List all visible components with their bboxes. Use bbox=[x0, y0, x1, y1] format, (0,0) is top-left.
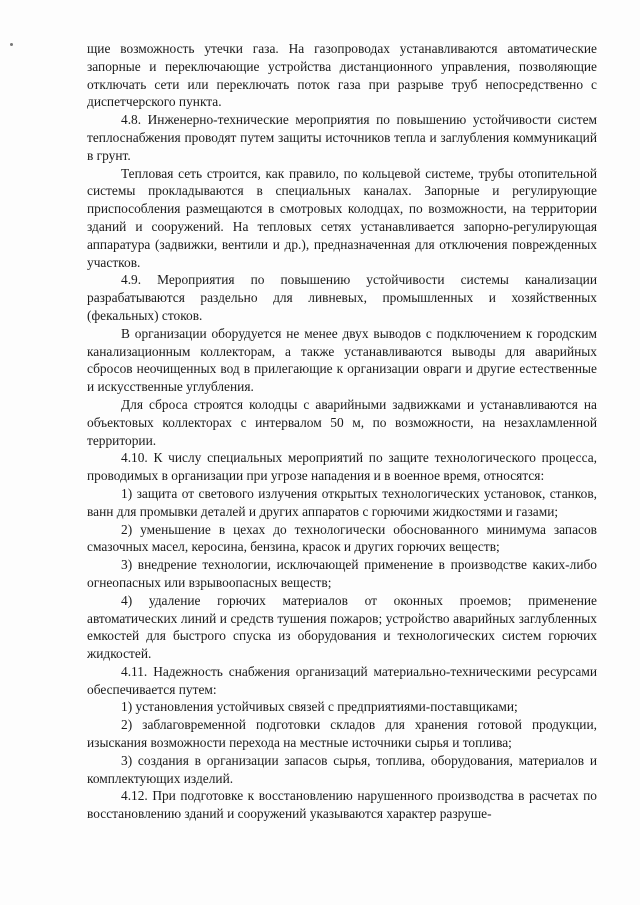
paragraph-heat-network: Тепловая сеть строится, как правило, по кольцевой системе, трубы отопительной системы прокладываются в специальных каналах. Запорные и регулирующие приспособления размещаются в смотровых колодцах, по возможности, на территории зданий и сооружений. На тепловых сетях устанавливается запорно-регулирующая аппаратура (задвижки, вентили и др.), предназначенная для отключения поврежденных участков. bbox=[87, 165, 597, 270]
list-item-4-11-2: 2) заблаговременной подготовки складов для хранения готовой продукции, изыскания возможности перехода на местные источники сырья и топлива; bbox=[87, 717, 597, 751]
paragraph-discharge-wells: Для сброса строятся колодцы с аварийными задвижками и устанавливаются на объектовых коллекторах с интервалом 50 м, по возможности, на незахламленной территории. bbox=[87, 396, 597, 448]
paragraph-4-8: 4.8. Инженерно-технические мероприятия по повышению устойчивости систем теплоснабжения проводят путем защиты источников тепла и заглубления коммуникаций в грунт. bbox=[87, 112, 597, 163]
paragraph-4-9: 4.9. Мероприятия по повышению устойчивости системы канализации разрабатываются раздельно для ливневых, промышленных и хозяйственных (фекальных) стоков. bbox=[87, 272, 597, 323]
paragraph-sewer-outlets: В организации оборудуется не менее двух выводов с подключением к городским канализационным коллекторам, а также устанавливаются выводы для аварийных сбросов неочищенных вод в прилегающие к организации овраги и другие естественные и искусственные углубления. bbox=[87, 325, 597, 395]
list-item-4-10-4: 4) удаление горючих материалов от оконных проемов; применение автоматических линий и средств тушения пожаров; устройство аварийных заглубленных емкостей для быстрого спуска из оборудования и технологических систем горючих жидкостей. bbox=[87, 592, 597, 662]
list-item-4-11-1: 1) установления устойчивых связей с предприятиями-поставщиками; bbox=[121, 699, 518, 715]
list-item-4-10-1: 1) защита от светового излучения открытых технологических установок, станков, ванн для промывки деталей и других аппаратов с горючими жидкостями и газами; bbox=[87, 485, 597, 519]
paragraph-4-11: 4.11. Надежность снабжения организаций материально-техническими ресурсами обеспечивается путем: bbox=[87, 663, 597, 697]
list-item-4-10-3: 3) внедрение технологии, исключающей применение в производстве каких-либо огнеопасных или взрывоопасных веществ; bbox=[87, 557, 597, 590]
scan-speck bbox=[10, 43, 13, 46]
list-item-4-11-3: 3) создания в организации запасов сырья, топлива, оборудования, материалов и комплектующих изделий. bbox=[87, 752, 597, 786]
document-body bbox=[87, 40, 597, 823]
paragraph-4-10: 4.10. К числу специальных мероприятий по защите технологического процесса, проводимых в организации при угрозе нападения и в военное время, относятся: bbox=[87, 450, 597, 484]
list-item-4-10-2: 2) уменьшение в цехах до технологически обоснованного минимума запасов смазочных масел, керосина, бензина, красок и других горючих веществ; bbox=[87, 521, 597, 555]
paragraph-gas-continued: щие возможность утечки газа. На газопроводах устанавливаются автоматические запорные и переключающие устройства дистанционного управления, позволяющие отключать сети или переключать поток газа при разрыве труб непосредственно с диспетчерского пункта. bbox=[87, 41, 597, 110]
paragraph-4-12: 4.12. При подготовке к восстановлению нарушенного производства в расчетах по восстановлению зданий и сооружений указываются характер разруше- bbox=[87, 788, 597, 822]
